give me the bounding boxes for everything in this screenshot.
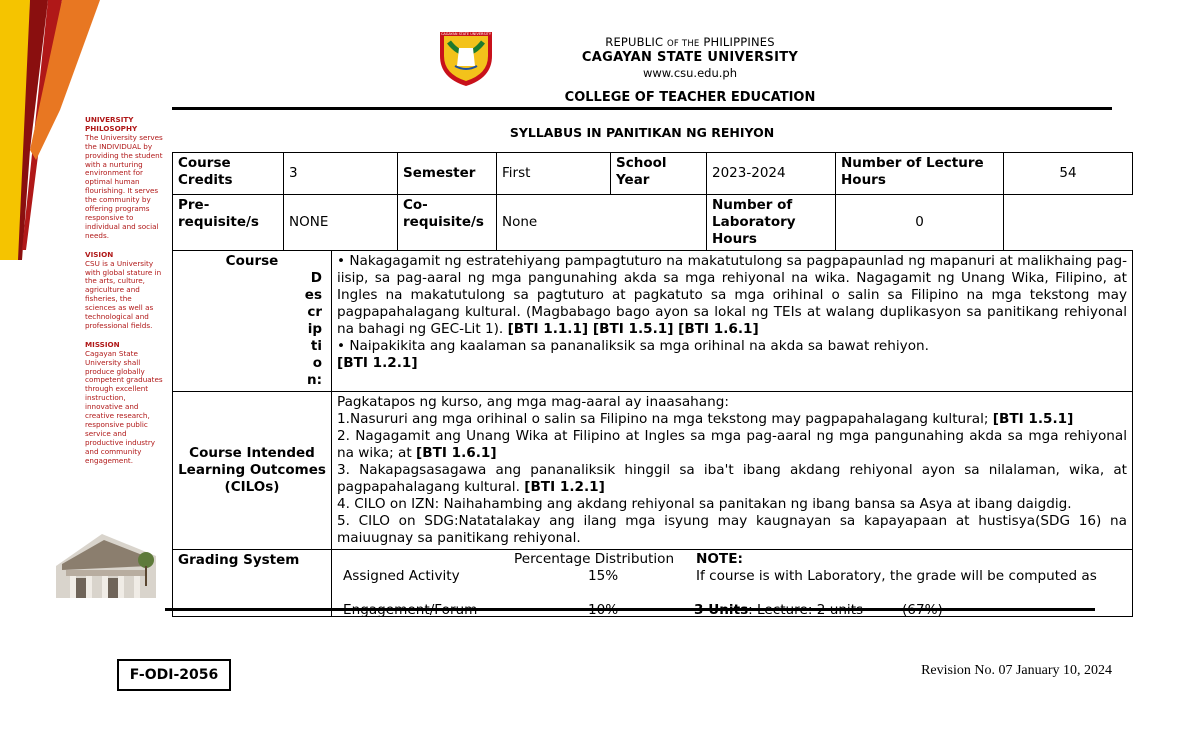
description-label-fragment: cr xyxy=(307,304,322,320)
cilo-item-4: 4. CILO on IZN: Naihahambing ang akdang rehiyonal sa panitakan ng ibang bansa sa Asya at ibang daigdig. xyxy=(337,496,1072,512)
cilo-row xyxy=(173,392,1133,550)
cilo-item-5: 5. CILO on SDG:Natatalakay ang ilang mga isyung may kaugnayan sa kapayapaan at hustisya(SDG 16) na maiuugnay sa panitikang rehiyonal. xyxy=(337,513,1127,546)
semester-label: Semester xyxy=(398,153,497,195)
description-text-cell xyxy=(332,251,1133,392)
grading-note-label: NOTE: xyxy=(696,551,743,567)
course-credits-label: Course Credits xyxy=(173,153,284,195)
republic-line xyxy=(480,35,900,49)
lecture-hours-label: Number of Lecture Hours xyxy=(836,153,1004,195)
description-label-fragment: ti xyxy=(310,338,322,354)
cilo-item-2: 2. Nagagamit ang Unang Wika at Filipino at Ingles sa mga pag-aaral ng mga pangunahing akda sa mga rehiyonal na wika; at xyxy=(337,428,1127,461)
description-label: Course xyxy=(225,253,279,269)
mission-text: Cagayan State University shall produce globally competent graduates through excellent instruction, innovative and creative research, responsive public service and productive industry and community engagement. xyxy=(85,348,163,465)
syllabus-title: SYLLABUS IN PANITIKAN NG REHIYON xyxy=(509,125,775,140)
info-row-1 xyxy=(173,153,1133,195)
philosophy-text: The University serves the INDIVIDUAL by providing the student with a nurturing environment for optimal human flourishing. It serves the community by offering programs responsive to individual and social needs. xyxy=(85,132,163,240)
university-website: www.csu.edu.ph xyxy=(643,66,737,80)
description-p2: • Naipakikita ang kaalaman sa pananaliksik sa mga orihinal na akda sa bawat rehiyon. xyxy=(337,338,929,354)
corequisite-label: Co-requisite/s xyxy=(398,195,497,251)
grading-label: Grading System xyxy=(173,550,332,617)
philosophy-title: UNIVERSITY PHILOSOPHY xyxy=(85,115,138,133)
revision-text: Revision No. 07 January 10, 2024 xyxy=(921,663,1112,678)
syllabus-table xyxy=(172,152,1133,617)
description-label-cell xyxy=(173,251,332,392)
description-label-fragment: ip xyxy=(307,321,322,337)
mission-title: MISSION xyxy=(85,339,120,349)
description-p1: • Nakagagamit ng estratehiyang pampagtuturo na makatutulong sa pagpapaunlad ng mapanuri at malikhaing pag-iisip, sa pag-aaral ng mga pangunahing akda sa mga rehiyonal na wika. Nagagamit ng Unang Wika, Filipino, at Ingles na makatutulong sa pagtuturo at pagkatuto sa mga orihinal o salin sa Filipino na mga tekstong may pagpapahalagang kultural. (Magbabago bago ayon sa lokal ng TEIs at walang duplikasyon sa panitikang rehiyonal na bahagi ng GEC-Lit 1). xyxy=(337,253,1127,337)
description-label-vertical xyxy=(178,270,326,389)
description-label-fragment: es xyxy=(304,287,322,303)
description-label-fragment: o xyxy=(312,355,322,371)
university-building-image xyxy=(52,526,160,598)
description-p2-code: [BTI 1.2.1] xyxy=(337,355,418,371)
seal-text: CAGAYAN STATE UNIVERSITY xyxy=(440,32,492,36)
form-code-box: F-ODI-2056 xyxy=(117,659,231,691)
school-year-value: 2023-2024 xyxy=(707,153,836,195)
description-row xyxy=(173,251,1133,392)
lecture-hours-value: 54 xyxy=(1004,153,1133,195)
prerequisite-label: Pre-requisite/s xyxy=(173,195,284,251)
footer-divider xyxy=(165,608,1095,611)
philippines-word: PHILIPPINES xyxy=(703,35,775,49)
university-name: CAGAYAN STATE UNIVERSITY xyxy=(581,50,799,65)
cilo-label: Course Intended Learning Outcomes (CILOs) xyxy=(173,392,332,550)
course-credits-value: 3 xyxy=(284,153,398,195)
republic-word: REPUBLIC xyxy=(605,35,664,49)
vision-title: VISION xyxy=(85,249,114,259)
semester-value: First xyxy=(497,153,611,195)
description-label-fragment: D xyxy=(310,270,322,286)
grading-row-1-name: Assigned Activity xyxy=(343,568,460,584)
college-name: COLLEGE OF TEACHER EDUCATION xyxy=(564,90,816,105)
grading-row xyxy=(173,550,1133,617)
description-p1-codes: [BTI 1.1.1] [BTI 1.5.1] [BTI 1.6.1] xyxy=(507,321,759,337)
cilo-intro: Pagkatapos ng kurso, ang mga mag-aaral ay inaasahang: xyxy=(337,394,729,410)
prerequisite-value: NONE xyxy=(284,195,398,251)
lab-hours-value: 0 xyxy=(836,195,1004,251)
cilo-item-2-code: [BTI 1.6.1] xyxy=(416,445,497,461)
cilo-item-3-code: [BTI 1.2.1] xyxy=(524,479,605,495)
grading-note-text: If course is with Laboratory, the grade will be computed as xyxy=(696,568,1097,584)
percentage-distribution-header: Percentage Distribution xyxy=(514,551,675,567)
vision-text: CSU is a University with global stature in the arts, culture, agriculture and fisheries, the sciences as well as technological and professional fields. xyxy=(85,258,162,330)
cilo-text-cell xyxy=(332,392,1133,550)
sidebar xyxy=(85,116,163,476)
description-label-fragment: n: xyxy=(306,372,322,388)
grading-content-cell xyxy=(332,550,1133,617)
info-row-2 xyxy=(173,195,1133,251)
cilo-item-1: 1.Nasururi ang mga orihinal o salin sa Filipino na mga tekstong may pagpapahalagang kultural; xyxy=(337,411,989,427)
corequisite-value: None xyxy=(497,195,707,251)
republic-of-the: OF THE xyxy=(667,39,700,49)
cilo-item-1-code: [BTI 1.5.1] xyxy=(992,411,1074,427)
school-year-label: School Year xyxy=(611,153,707,195)
cilo-item-3: 3. Nakapagsasagawa ang pananaliksik hinggil sa iba't ibang akdang rehiyonal ayon sa nilalaman, wika, at pagpapahalagang kultural. xyxy=(337,462,1127,495)
lab-hours-label: Number of Laboratory Hours xyxy=(707,195,836,251)
header-divider xyxy=(172,107,1112,110)
grading-row-1-percent: 15% xyxy=(588,568,619,584)
